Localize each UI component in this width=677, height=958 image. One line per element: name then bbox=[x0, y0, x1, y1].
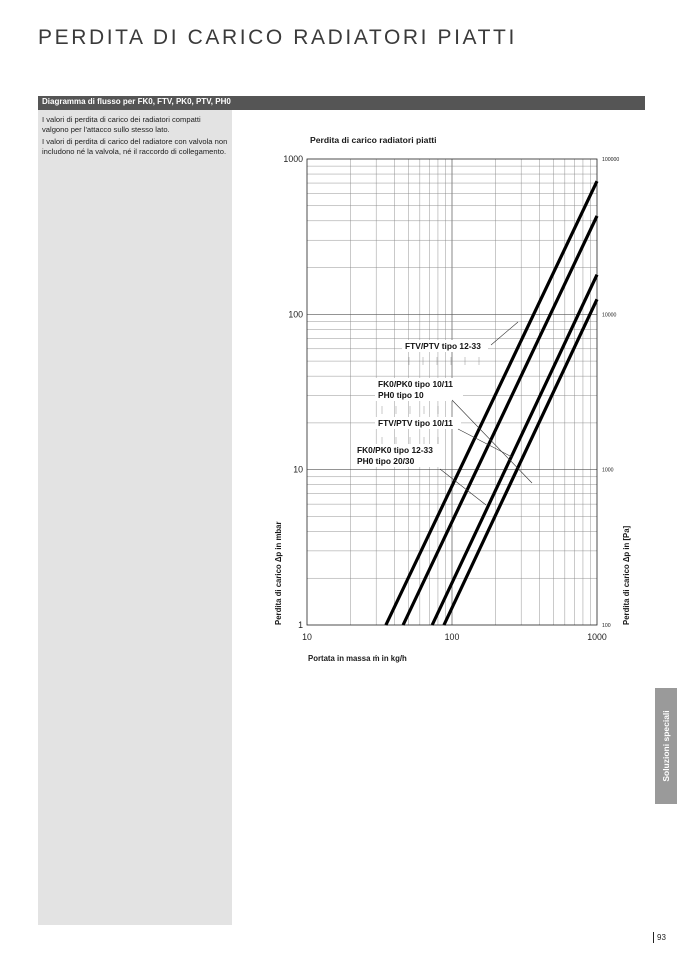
y-tick-label: 100 bbox=[288, 309, 303, 320]
intro-paragraph-2: I valori di perdita di carico del radiatore con valvola non includono né la valvola, né il raccordo di collegamento. bbox=[42, 136, 228, 156]
x-tick-label: 100 bbox=[444, 632, 460, 642]
section-header-label: Diagramma di flusso per FK0, FTV, PK0, PTV, PH0 bbox=[42, 97, 231, 106]
y-tick-label: 1000 bbox=[283, 154, 303, 164]
side-tab-soluzioni-speciali[interactable] bbox=[655, 688, 677, 804]
series-label: FK0/PK0 tipo 12-33 bbox=[357, 445, 433, 455]
series-label: FTV/PTV tipo 12-33 bbox=[405, 341, 481, 351]
y-right-tick-label: 100 bbox=[602, 623, 611, 629]
series-line bbox=[432, 275, 597, 625]
intro-paragraph-1: I valori di perdita di carico dei radiatori compatti valgono per l'attacco sullo stesso lato. bbox=[42, 115, 201, 135]
y-right-tick-label: 1000 bbox=[602, 467, 614, 474]
series-lines bbox=[386, 181, 597, 625]
side-tab-label: Soluzioni speciali bbox=[661, 710, 671, 782]
y-tick-label: 1 bbox=[298, 620, 303, 630]
x-tick-label: 10 bbox=[302, 632, 312, 642]
page-title: PERDITA DI CARICO RADIATORI PIATTI bbox=[38, 26, 517, 49]
series-label: FTV/PTV tipo 10/11 bbox=[378, 418, 453, 428]
y-tick-label: 10 bbox=[293, 464, 303, 475]
y-axis-label-right: Perdita di carico Δp in [Pa] bbox=[622, 525, 631, 625]
series-label: PH0 tipo 20/30 bbox=[357, 456, 415, 466]
y-axis-label-left: Perdita di carico Δp in mbar bbox=[274, 521, 283, 625]
y-right-tick-label: 100000 bbox=[602, 157, 620, 163]
y-right-tick-label: 10000 bbox=[602, 312, 617, 319]
series-label: FK0/PK0 tipo 10/11 bbox=[378, 379, 453, 389]
series-label: PH0 tipo 10 bbox=[378, 390, 424, 400]
series-leader-line bbox=[491, 322, 518, 345]
chart-title: Perdita di carico radiatori piatti bbox=[310, 135, 437, 145]
x-tick-label: 1000 bbox=[587, 632, 607, 642]
series-labels bbox=[354, 322, 532, 505]
x-axis-label: Portata in massa ṁ in kg/h bbox=[308, 654, 407, 663]
series-line bbox=[386, 181, 597, 625]
page-number: 93 bbox=[653, 932, 666, 943]
